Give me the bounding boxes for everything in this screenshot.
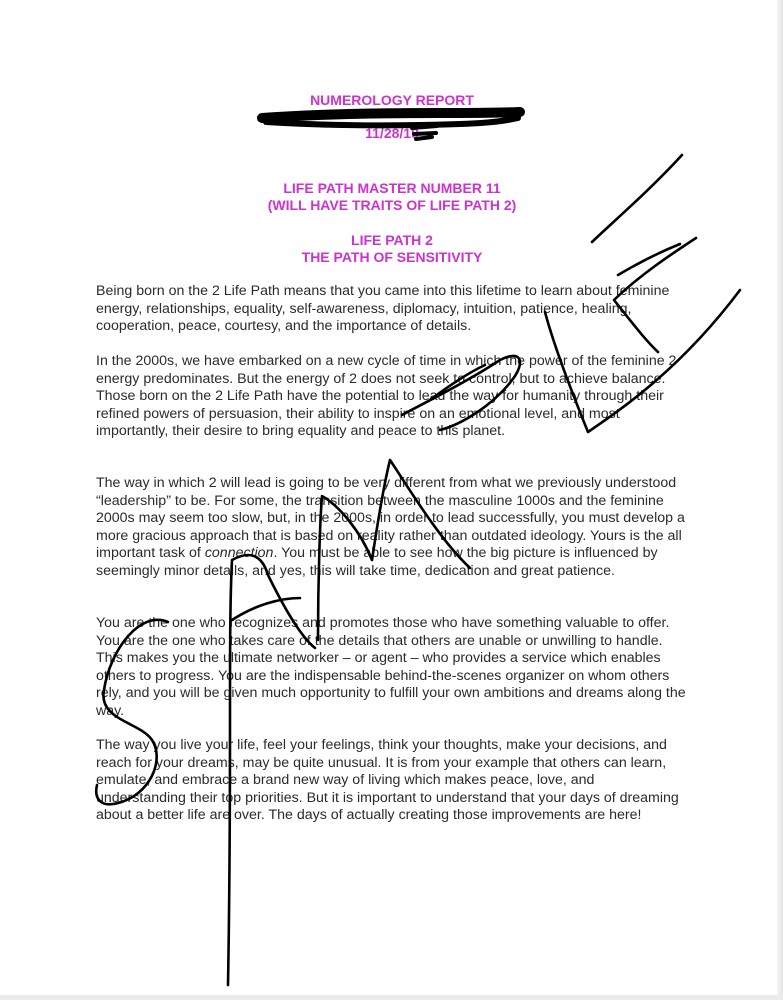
report-date: 11/28/19 bbox=[365, 125, 419, 141]
paragraph-3-emphasis: connection bbox=[204, 545, 274, 562]
paragraph-4: You are the one who recognizes and promotes those who have something valuable to offer. You are the one who takes care of the details that others are unable or unwilling to handle. This makes you the ultimate networker – or agent – who provides a service which enables others to progress. You are the indispensable behind-the-scenes organizer on whom others rely, and you will be given much opportunity to fulfill your own ambitions and dreams along the way. bbox=[96, 615, 686, 719]
report-title: NUMEROLOGY REPORT bbox=[310, 92, 474, 108]
life-path-subheading-line2: THE PATH OF SENSITIVITY bbox=[301, 249, 483, 265]
paragraph-3 bbox=[96, 475, 688, 581]
paragraph-2: In the 2000s, we have embarked on a new cycle of time in which the power of the feminine 2 energy predominates. But the energy of 2 does not seek to control, but to achieve balance. Those born on the 2 Life Path have the potential to lead the way for humanity through their refined powers of persuasion, their ability to inspire on an emotional level, and most importantly, their desire to bring equality and peace to this planet. bbox=[96, 353, 677, 440]
life-path-heading-line1: LIFE PATH MASTER NUMBER 11 bbox=[283, 180, 501, 196]
paragraph-3-text-a: The way in which 2 will lead is going to be very different from what we previously understood “leadership” to be. For some, the transition between the masculine 1000s and the feminine 2000s may seem too slow, but, in the 2000s, in order to lead successfully, you must develop a more gracious approach that is based on reality rather than outdated ideology. Yours is the all important task of bbox=[96, 475, 685, 562]
page-bottom-edge bbox=[0, 995, 783, 1000]
life-path-subheading-line1: LIFE PATH 2 bbox=[351, 232, 433, 248]
life-path-heading-line2: (WILL HAVE TRAITS OF LIFE PATH 2) bbox=[267, 197, 517, 213]
page-edge-shadow bbox=[777, 0, 783, 1000]
paragraph-3-text-b: . You must be able to see how the big picture is influenced by seemingly minor details, and yes, this will take time, dedication and great patience. bbox=[96, 545, 658, 579]
paragraph-1: Being born on the 2 Life Path means that you came into this lifetime to learn about feminine energy, relationships, equality, self-awareness, diplomacy, intuition, patience, healing, cooperation, peace, courtesy, and the importance of details. bbox=[96, 283, 670, 335]
paragraph-5: The way you live your life, feel your feelings, think your thoughts, make your decisions, and reach for your dreams, may be quite unusual. It is from your example that others can learn, emulate, and embrace a brand new way of living which makes peace, love, and understanding their top priorities. But it is important to understand that your days of dreaming about a better life are over. The days of actually creating those improvements are here! bbox=[96, 737, 679, 824]
